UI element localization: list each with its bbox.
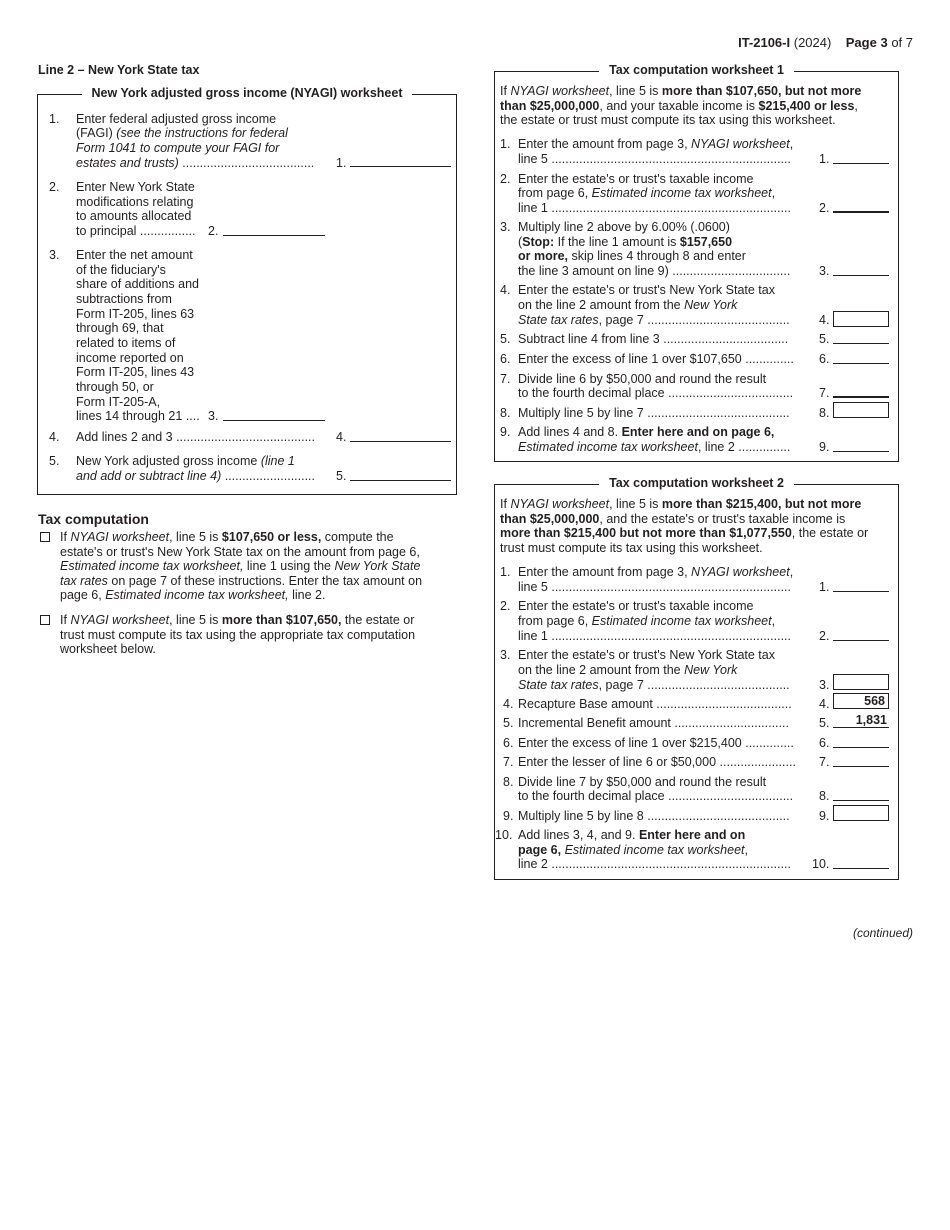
ws2-line2-text2: from page 6, Estimated income tax worksheet, bbox=[518, 614, 776, 628]
ws1-line3-text3: or more, skip lines 4 through 8 and enter bbox=[518, 249, 746, 263]
nyagi-line1-text4: estates and trusts) ...................................... bbox=[76, 156, 315, 170]
ws1-line1-num: 1. bbox=[500, 137, 511, 151]
page-label: Page 3 bbox=[845, 35, 888, 50]
ws1-line1-text2: line 5 ..................................................................... bbox=[518, 152, 791, 166]
nyagi-line2-text2: modifications relating bbox=[76, 195, 194, 209]
section-title-line2: Line 2 – New York State tax bbox=[38, 63, 200, 77]
nyagi-line5-text2: and add or subtract line 4) .......................... bbox=[76, 469, 316, 483]
ws2-line6-text: Enter the excess of line 1 over $215,400 .............. bbox=[518, 736, 794, 750]
ws1-line3-text4: the line 3 amount on line 9) .................................. bbox=[518, 264, 791, 278]
nyagi-line3-text9: Form IT-205, lines 43 bbox=[76, 365, 195, 379]
option1-text: If NYAGI worksheet, line 5 is $107,650 or less, compute the estate's or trust's New York State tax on the amount from page 6, Estimated income tax worksheet, line 1 using the New York State tax rates on page 7 of these instructions. Enter the tax amount on page 6, Estimated income tax worksheet, line 2. bbox=[60, 530, 423, 603]
nyagi-worksheet-title: New York adjusted gross income (NYAGI) worksheet bbox=[38, 86, 456, 101]
ws2-line3-text3: State tax rates, page 7 ......................................... bbox=[518, 678, 790, 692]
option2-text: If NYAGI worksheet, line 5 is more than $107,650, the estate or trust must compute its tax using the appropriate tax computation worksheet below. bbox=[60, 613, 416, 657]
ws1-line6-num: 6. bbox=[500, 352, 511, 366]
tax-computation-title: Tax computation bbox=[38, 511, 149, 527]
ws1-intro: If NYAGI worksheet, line 5 is more than $107,650, but not more than $25,000,000, and your taxable income is $215,400 or less, the estate or trust must compute its tax using this worksheet. bbox=[500, 84, 862, 128]
nyagi-line2-field[interactable] bbox=[223, 222, 325, 236]
ws1-line4-text: Enter the estate's or trust's New York State tax bbox=[518, 283, 775, 297]
nyagi-line1-ref: 1. bbox=[336, 156, 347, 170]
ws2-line1-text: Enter the amount from page 3, NYAGI worksheet, bbox=[518, 565, 794, 579]
ws1-line3-text: Multiply line 2 above by 6.00% (.0600) bbox=[518, 220, 730, 234]
ws1-line9-text: Add lines 4 and 8. Enter here and on page 6, bbox=[518, 425, 775, 439]
ws2-line1-ref: 1. bbox=[819, 580, 830, 594]
ws1-line5-ref: 5. bbox=[819, 332, 830, 346]
ws2-line5-value: 1,831 bbox=[855, 713, 887, 727]
ws1-line7-text: Divide line 6 by $50,000 and round the result bbox=[518, 372, 767, 386]
tax-worksheet-2-title: Tax computation worksheet 2 bbox=[495, 476, 898, 491]
nyagi-line4-text: Add lines 2 and 3 ........................................ bbox=[76, 430, 315, 444]
ws2-line9-field[interactable] bbox=[833, 805, 889, 821]
ws2-line10-text2: page 6, Estimated income tax worksheet, bbox=[518, 843, 748, 857]
nyagi-line3-field[interactable] bbox=[223, 407, 325, 421]
ws2-line4-text: Recapture Base amount ....................................... bbox=[518, 697, 792, 711]
ws2-line7-ref: 7. bbox=[819, 755, 830, 769]
option1-checkbox[interactable] bbox=[40, 532, 50, 542]
ws2-line5-num: 5. bbox=[503, 716, 514, 730]
ws2-line1-text2: line 5 ..................................................................... bbox=[518, 580, 791, 594]
ws2-line10-num: 10. bbox=[495, 828, 513, 842]
ws2-line2-num: 2. bbox=[500, 599, 511, 613]
nyagi-worksheet bbox=[37, 86, 457, 495]
nyagi-line3-text7: related to items of bbox=[76, 336, 176, 350]
ws1-line4-text2: on the line 2 amount from the New York bbox=[518, 298, 738, 312]
ws2-line3-text: Enter the estate's or trust's New York State tax bbox=[518, 648, 775, 662]
ws1-line6-ref: 6. bbox=[819, 352, 830, 366]
ws2-line8-num: 8. bbox=[503, 775, 514, 789]
nyagi-line3-text11: Form IT-205-A, bbox=[76, 395, 161, 409]
ws2-line4-value: 568 bbox=[864, 694, 885, 708]
tax-worksheet-1 bbox=[494, 63, 899, 462]
ws2-line7-field[interactable] bbox=[833, 753, 889, 767]
nyagi-line1-text3: Form 1041 to compute your FAGI for bbox=[76, 141, 280, 155]
ws1-line5-field[interactable] bbox=[833, 330, 889, 344]
form-year: (2024) bbox=[793, 35, 832, 50]
ws2-line10-text: Add lines 3, 4, and 9. Enter here and on bbox=[518, 828, 746, 842]
nyagi-line1-num: 1. bbox=[49, 112, 60, 126]
tax-worksheet-1-title: Tax computation worksheet 1 bbox=[495, 63, 898, 78]
ws1-line5-text: Subtract line 4 from line 3 .................................... bbox=[518, 332, 789, 346]
ws1-line7-ref: 7. bbox=[819, 386, 830, 400]
ws1-line3-num: 3. bbox=[500, 220, 511, 234]
ws2-line3-text2: on the line 2 amount from the New York bbox=[518, 663, 738, 677]
ws2-line9-text: Multiply line 5 by line 8 ......................................... bbox=[518, 809, 790, 823]
ws1-line9-text2: Estimated income tax worksheet, line 2 ............... bbox=[518, 440, 791, 454]
ws1-line8-ref: 8. bbox=[819, 406, 830, 420]
ws2-line7-num: 7. bbox=[503, 755, 514, 769]
ws2-line2-text: Enter the estate's or trust's taxable income bbox=[518, 599, 754, 613]
ws1-line4-num: 4. bbox=[500, 283, 511, 297]
ws1-line2-field[interactable] bbox=[833, 199, 889, 213]
option2-checkbox[interactable] bbox=[40, 615, 50, 625]
ws2-line8-text2: to the fourth decimal place .................................... bbox=[518, 789, 794, 803]
ws1-line8-text: Multiply line 5 by line 7 ......................................... bbox=[518, 406, 790, 420]
nyagi-line4-field[interactable] bbox=[350, 428, 451, 442]
tax-worksheet-2 bbox=[494, 476, 899, 880]
nyagi-line2-ref: 2. bbox=[208, 224, 219, 238]
nyagi-line2-text4: to principal ................ bbox=[76, 224, 196, 238]
nyagi-line3-text6: through 69, that bbox=[76, 321, 164, 335]
continued-note: (continued) bbox=[852, 926, 913, 940]
nyagi-line3-ref: 3. bbox=[208, 409, 219, 423]
ws2-line10-ref: 10. bbox=[812, 857, 830, 871]
ws2-line3-num: 3. bbox=[500, 648, 511, 662]
ws1-line3-field[interactable] bbox=[833, 262, 889, 276]
ws1-line7-field[interactable] bbox=[833, 384, 889, 398]
ws1-line2-text3: line 1 ..................................................................... bbox=[518, 201, 791, 215]
nyagi-line3-text10: through 50, or bbox=[76, 380, 154, 394]
ws1-line6-text: Enter the excess of line 1 over $107,650 .............. bbox=[518, 352, 794, 366]
ws1-line4-text3: State tax rates, page 7 ......................................... bbox=[518, 313, 790, 327]
ws2-line1-field[interactable] bbox=[833, 578, 889, 592]
ws1-line5-num: 5. bbox=[500, 332, 511, 346]
ws2-line7-text: Enter the lesser of line 6 or $50,000 ...................... bbox=[518, 755, 796, 769]
nyagi-line3-text2: of the fiduciary's bbox=[76, 263, 166, 277]
ws1-line8-num: 8. bbox=[500, 406, 511, 420]
nyagi-line5-text: New York adjusted gross income (line 1 bbox=[76, 454, 295, 468]
nyagi-line3-text4: subtractions from bbox=[76, 292, 172, 306]
ws1-line6-field[interactable] bbox=[833, 350, 889, 364]
page-header bbox=[738, 36, 913, 51]
nyagi-line4-ref: 4. bbox=[336, 430, 347, 444]
ws2-line8-text: Divide line 7 by $50,000 and round the result bbox=[518, 775, 767, 789]
ws2-line6-num: 6. bbox=[503, 736, 514, 750]
form-number: IT-2106-I bbox=[738, 35, 791, 50]
ws2-line3-ref: 3. bbox=[819, 678, 830, 692]
ws1-line1-ref: 1. bbox=[819, 152, 830, 166]
ws2-line9-num: 9. bbox=[503, 809, 514, 823]
ws2-line5-text: Incremental Benefit amount ................................. bbox=[518, 716, 789, 730]
ws2-intro: If NYAGI worksheet, line 5 is more than $215,400, but not more than $25,000,000, and the estate's or trust's taxable income is more than $215,400 but not more than $1,077,550, the estate or trust must compute its tax using this worksheet. bbox=[500, 497, 869, 555]
ws2-line4-num: 4. bbox=[503, 697, 514, 711]
nyagi-line4-num: 4. bbox=[49, 430, 60, 444]
ws2-line8-field[interactable] bbox=[833, 787, 889, 801]
ws1-line2-ref: 2. bbox=[819, 201, 830, 215]
ws1-line3-text2: (Stop: If the line 1 amount is $157,650 bbox=[518, 235, 733, 249]
nyagi-line2-num: 2. bbox=[49, 180, 60, 194]
nyagi-line3-text12: lines 14 through 21 .... bbox=[76, 409, 200, 423]
ws2-line10-field[interactable] bbox=[833, 855, 889, 869]
nyagi-line5-num: 5. bbox=[49, 454, 60, 468]
ws2-line2-field[interactable] bbox=[833, 627, 889, 641]
nyagi-line3-text5: Form IT-205, lines 63 bbox=[76, 307, 195, 321]
ws2-line6-field[interactable] bbox=[833, 734, 889, 748]
ws1-line1-field[interactable] bbox=[833, 150, 889, 164]
ws1-line2-num: 2. bbox=[500, 172, 511, 186]
nyagi-line5-ref: 5. bbox=[336, 469, 347, 483]
ws1-line2-text: Enter the estate's or trust's taxable income bbox=[518, 172, 754, 186]
ws2-line6-ref: 6. bbox=[819, 736, 830, 750]
nyagi-line2-text3: to amounts allocated bbox=[76, 209, 192, 223]
ws2-line10-text3: line 2 ..................................................................... bbox=[518, 857, 791, 871]
ws1-line4-ref: 4. bbox=[819, 313, 830, 327]
nyagi-line3-text1: Enter the net amount bbox=[76, 248, 193, 262]
ws2-line5-ref: 5. bbox=[819, 716, 830, 730]
ws1-line8-field[interactable] bbox=[833, 402, 889, 418]
nyagi-line5-field[interactable] bbox=[350, 467, 451, 481]
nyagi-line3-text8: income reported on bbox=[76, 351, 184, 365]
ws1-line2-text2: from page 6, Estimated income tax worksheet, bbox=[518, 186, 776, 200]
page-of: of 7 bbox=[891, 35, 913, 50]
ws2-line9-ref: 9. bbox=[819, 809, 830, 823]
nyagi-line3-num: 3. bbox=[49, 248, 60, 262]
ws2-line2-ref: 2. bbox=[819, 629, 830, 643]
nyagi-line1-text2: (FAGI) (see the instructions for federal bbox=[76, 126, 288, 140]
ws1-line7-num: 7. bbox=[500, 372, 511, 386]
ws2-line1-num: 1. bbox=[500, 565, 511, 579]
ws1-line9-num: 9. bbox=[500, 425, 511, 439]
ws1-line7-text2: to the fourth decimal place .................................... bbox=[518, 386, 794, 400]
nyagi-line1-text: Enter federal adjusted gross income bbox=[76, 112, 277, 126]
ws2-line4-ref: 4. bbox=[819, 697, 830, 711]
nyagi-line3-text3: share of additions and bbox=[76, 277, 200, 291]
ws1-line9-ref: 9. bbox=[819, 440, 830, 454]
ws1-line9-field[interactable] bbox=[833, 438, 889, 452]
ws2-line8-ref: 8. bbox=[819, 789, 830, 803]
nyagi-line2-text: Enter New York State bbox=[76, 180, 195, 194]
nyagi-line1-field[interactable] bbox=[350, 153, 451, 167]
ws1-line3-ref: 3. bbox=[819, 264, 830, 278]
ws2-line2-text3: line 1 ..................................................................... bbox=[518, 629, 791, 643]
ws1-line1-text: Enter the amount from page 3, NYAGI worksheet, bbox=[518, 137, 794, 151]
ws2-line3-field[interactable] bbox=[833, 674, 889, 690]
ws1-line4-field[interactable] bbox=[833, 311, 889, 327]
